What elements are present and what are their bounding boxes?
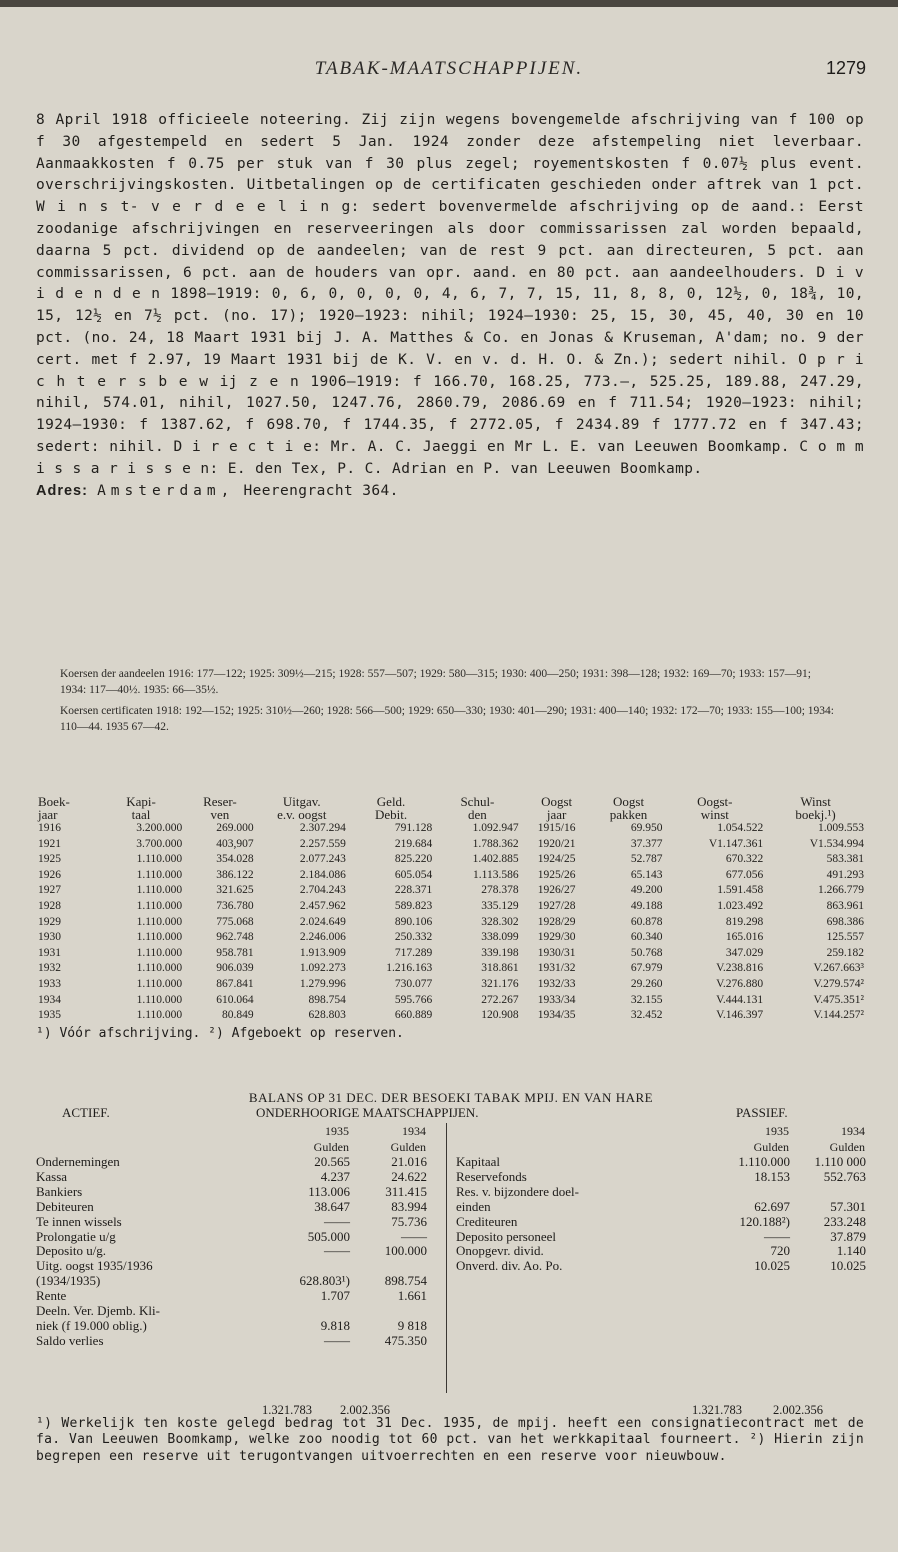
balance-value [273, 1259, 350, 1274]
table-row [36, 961, 866, 977]
column-header-line: taal [131, 807, 151, 822]
balance-value: 1.110 000 [814, 1154, 866, 1169]
table-cell: 2.246.006 [299, 931, 346, 944]
results-table-section [36, 795, 866, 1041]
table-cell: 65.143 [630, 868, 663, 881]
table-cell: 1.913.909 [299, 946, 346, 959]
table-cell: 1.402.885 [472, 853, 519, 866]
table-cell: V1.534.994 [809, 837, 864, 850]
table-cell: 2.024.649 [299, 915, 346, 928]
table-cell: 670.322 [725, 853, 764, 866]
table-cell: 1.266.779 [818, 884, 864, 897]
address-street: Heerengracht 364. [243, 482, 399, 499]
balance-item: Deposito u/g. [36, 1243, 107, 1259]
column-header-line: Boek- [38, 794, 70, 809]
column-header-line: Debit. [374, 807, 408, 822]
table-cell: 1932 [38, 962, 61, 975]
table-cell: 958.781 [216, 946, 254, 959]
table-cell: 328.302 [481, 915, 519, 928]
page-header [0, 58, 898, 84]
table-cell: 1.110.000 [136, 946, 183, 959]
table-cell: 2.457.962 [299, 899, 346, 912]
balance-item: Deposito personeel [456, 1228, 557, 1244]
table-row [36, 946, 866, 962]
table-cell: 60.340 [630, 931, 663, 944]
table-row [36, 899, 866, 915]
balance-row [36, 1244, 427, 1259]
table-cell: 3.200.000 [136, 822, 183, 834]
balance-item: Debiteuren [36, 1198, 94, 1214]
balance-subtitle-row [36, 1105, 866, 1121]
balance-value: 1.140 [836, 1243, 866, 1259]
balance-value: 18.153 [754, 1168, 790, 1184]
column-header-line: jaar [38, 807, 58, 822]
table-cell: 1.054.522 [717, 822, 764, 834]
table-cell: 2.307.294 [299, 822, 346, 834]
table-cell: 1.009.553 [818, 822, 864, 834]
column-header-line: jaar [546, 807, 567, 822]
results-table [36, 795, 866, 1024]
table-cell: 1932/33 [537, 977, 576, 990]
balance-value: 21.016 [391, 1154, 427, 1169]
balance-value: 233.248 [823, 1213, 866, 1229]
balance-row [456, 1244, 866, 1259]
table-cell: 589.823 [394, 899, 433, 912]
actief-total-b: 2.002.356 [340, 1403, 390, 1417]
table-cell: 1.110.000 [136, 993, 183, 1006]
table-cell: V.276.880 [716, 977, 764, 990]
passief-year-b: 1934 [841, 1124, 865, 1138]
table-cell: V.279.574² [813, 977, 864, 990]
passief-total-b: 2.002.356 [773, 1403, 823, 1417]
table-cell: 1.110.000 [136, 868, 183, 881]
table-cell: 775.068 [216, 915, 254, 928]
table-cell: 906.039 [216, 962, 254, 975]
balance-item: Kassa [36, 1168, 68, 1184]
table-cell: 1925/26 [537, 868, 576, 881]
balance-subtitle: ONDERHOORIGE MAATSCHAPPIJEN. [256, 1105, 479, 1120]
table-cell: 736.780 [216, 899, 254, 912]
balance-item: Uitg. oogst 1935/1936 [36, 1258, 153, 1274]
column-header-line: e.v. oogst [277, 807, 327, 822]
table-cell: 1.788.362 [472, 837, 519, 850]
column-header-line: winst [700, 807, 729, 822]
table-cell: 32.452 [630, 1009, 663, 1022]
table-cell: 1930/31 [537, 946, 576, 959]
table-row [36, 930, 866, 946]
table-cell: 1926/27 [537, 884, 576, 897]
balance-value: 20.565 [314, 1154, 350, 1169]
column-header-line: Schul- [460, 794, 495, 809]
balance-value: 75.736 [391, 1213, 427, 1229]
balance-value: —— [324, 1332, 350, 1348]
balance-value: 9 818 [397, 1317, 427, 1333]
table-cell: 825.220 [394, 853, 433, 866]
description-paragraph: 8 April 1918 officieele noteering. Zij zijn wegens bovengemelde afschrijving van f 100 op f 30 afgestempeld en sedert 5 Jan. 1924 zonder deze afstempeling niet leverbaar. Aanmaakkosten f 0.75 per stuk van f 30 plus zegel; royementskosten f 0.07½ plus event. overschrijvingskosten. Uitbetalingen op de certificaten geschieden onder aftrek van 1 pct. W i n s t- v e r d e e l i n g: sedert bovenvermelde afschrijving op de aand.: Eerst zoodanige afschrijvingen en reserveeringen als door commissarissen zal worden bepaald, daarna 5 pct. dividend op de aandeelen; van de rest 9 pct. aan directeuren, 5 pct. aan commissarissen, 6 pct. aan de houders van opr. aand. en 80 pct. aan aandeelhouders. D i v i d e n d e n 1898—1919: 0, 6, 0, 0, 0, 0, 4, 6, 7, 7, 15, 11, 8, 8, 0, 12½, 0, 18¾, 10, 15, 12½ en 7½ pct. (no. 17); 1920—1923: nihil; 1924—1930: 25, 15, 30, 45, 40, 30 en 10 pct. (no. 24, 18 Maart 1931 bij J. A. Matthes & Co. en Jonas & Kruseman, A'dam; no. 9 der cert. met f 2.97, 19 Maart 1931 bij de K. V. en v. d. H. O. & Zn.); sedert nihil. O p r i c h t e r s b e w ij z e n 1906—1919: f 166.70, 168.25, 773.—, 525.25, 189.88, 247.29, nihil, 574.01, nihil, 1027.50, 1247.76, 2860.79, 2086.69 en f 711.54; 1920—1923: nihil; 1924—1930: f 1387.62, f 698.70, f 1744.35, f 2772.05, f 2434.89 f 1777.72 en f 347.43; sedert: nihil. D i r e c t i e: Mr. A. C. Jaeggi en Mr L. E. van Leeuwen Boomkamp. C o m m i s s a r i s s e n: E. den Tex, P. C. Adrian en P. van Leeuwen Boomkamp. [36, 112, 864, 477]
table-cell: 1.110.000 [136, 915, 183, 928]
balance-value: —— [324, 1213, 350, 1229]
table-cell: 791.128 [394, 822, 433, 834]
table-cell: 269.000 [216, 822, 254, 834]
page-number: 1279 [825, 58, 866, 78]
column-header [593, 795, 665, 821]
table-cell: V.475.351² [813, 993, 864, 1006]
table-cell: 60.878 [630, 915, 663, 928]
passief-total-a: 1.321.783 [692, 1403, 742, 1417]
table-cell: 29.260 [630, 977, 663, 990]
table-row [36, 1008, 866, 1024]
table-row [36, 915, 866, 931]
running-title: TABAK-MAATSCHAPPIJEN. [314, 58, 584, 79]
table-cell: 1929 [38, 915, 61, 928]
balance-sheet [36, 1090, 866, 1423]
column-header [256, 795, 348, 821]
column-header [184, 795, 255, 821]
table-cell: V.146.397 [716, 1009, 764, 1022]
column-header [434, 795, 520, 821]
column-header [98, 795, 184, 821]
balance-row [36, 1200, 427, 1215]
table-cell: 1929/30 [537, 931, 576, 944]
balance-item: Onopgevr. divid. [456, 1243, 544, 1259]
table-cell: 595.766 [394, 993, 433, 1006]
column-header-line: Geld. [376, 794, 406, 809]
column-header-line: ven [210, 807, 230, 822]
table-cell: 628.803 [308, 1009, 346, 1022]
table-cell: 1.092.947 [472, 822, 519, 834]
balance-row [36, 1230, 427, 1245]
table-cell: 605.054 [394, 868, 433, 881]
balance-value: 24.622 [391, 1168, 427, 1184]
balance-value: 552.763 [823, 1168, 866, 1184]
balance-item: Te innen wissels [36, 1213, 122, 1229]
column-header-line: den [468, 807, 487, 822]
balance-value: 100.000 [384, 1243, 427, 1259]
balance-row [36, 1319, 427, 1334]
table-cell: 1924/25 [537, 853, 576, 866]
table-cell: 1935 [38, 1009, 61, 1022]
balance-item: Rente [36, 1288, 67, 1304]
balance-value: 83.994 [391, 1198, 427, 1214]
balance-row [456, 1200, 866, 1215]
passief-year-a: 1935 [764, 1124, 789, 1138]
balance-row [456, 1170, 866, 1185]
table-cell: 228.371 [394, 884, 433, 897]
actief-currency-b: Gulden [390, 1140, 426, 1154]
balance-item: (1934/1935) [36, 1273, 101, 1289]
table-row [36, 837, 866, 853]
table-cell: 278.378 [481, 884, 519, 897]
actief-label: ACTIEF. [62, 1105, 110, 1120]
table-cell: 1915/16 [537, 822, 576, 834]
company-description [36, 110, 864, 502]
balance-item: Crediteuren [456, 1213, 518, 1229]
balance-row [36, 1304, 427, 1319]
balance-row [36, 1170, 427, 1185]
table-cell: 1931 [38, 946, 61, 959]
table-cell: 491.293 [826, 868, 864, 881]
table-cell: 890.106 [394, 915, 433, 928]
table-cell: 1933/34 [537, 993, 576, 1006]
table-cell: 125.557 [826, 931, 864, 944]
table-cell: 583.381 [826, 853, 864, 866]
table-cell: 1926 [38, 868, 61, 881]
table-cell: 321.176 [481, 977, 519, 990]
balance-item: Deeln. Ver. Djemb. Kli- [36, 1303, 160, 1319]
table-cell: 677.056 [725, 868, 764, 881]
balance-row [36, 1155, 427, 1170]
table-cell: 2.704.243 [299, 884, 346, 897]
balance-footnotes: ¹) Werkelijk ten koste gelegd bedrag tot 31 Dec. 1935, de mpij. heeft een consignatiecontract met de fa. Van Leeuwen Boomkamp, welke zoo noodig tot 60 pct. van het werkkapitaal fourneert. ²) Hierin zijn begrepen een reserve uit terugontvangen uitvoerrechten en een reserve voor nieuwbouw. [36, 1416, 864, 1464]
balance-value: 628.803¹) [299, 1273, 350, 1289]
balance-row [36, 1334, 427, 1349]
table-cell: 52.787 [630, 853, 663, 866]
quotes-shares: Koersen der aandeelen 1916: 177—122; 1925: 309½—215; 1928: 557—507; 1929: 580—315; 1930: 400—250; 1931: 398—128; 1932: 169—70; 1933: 157—91; 1934: 117—40½. 1935: 66—35½. [60, 668, 811, 696]
table-cell: 660.889 [394, 1009, 433, 1022]
balance-value: 311.415 [385, 1183, 427, 1199]
table-cell: 698.386 [826, 915, 864, 928]
table-cell: 1934/35 [537, 1009, 576, 1022]
table-row [36, 883, 866, 899]
actief-side [36, 1123, 427, 1349]
address-label: Adres: [36, 482, 88, 499]
table-cell: 1933 [38, 977, 61, 990]
balance-item: einden [456, 1198, 491, 1214]
table-cell: 2.077.243 [299, 853, 346, 866]
table-cell: V.144.257² [813, 1009, 864, 1022]
balance-value [790, 1185, 866, 1200]
table-cell: 2.184.086 [299, 868, 346, 881]
table-cell: 819.298 [725, 915, 764, 928]
balance-value: 720 [770, 1243, 790, 1259]
table-cell: V.267.663³ [813, 962, 864, 975]
column-header-line: boekj.¹) [795, 807, 836, 822]
table-cell: 69.950 [630, 822, 663, 834]
table-cell: 863.961 [826, 899, 864, 912]
table-cell: 1921 [38, 837, 61, 850]
balance-value: 898.754 [384, 1273, 427, 1289]
table-cell: 1.110.000 [136, 1009, 183, 1022]
table-cell: V1.147.361 [708, 837, 764, 850]
balance-row [456, 1185, 866, 1200]
table-cell: 1.110.000 [136, 931, 183, 944]
table-cell: 386.122 [216, 868, 254, 881]
table-cell: 1920/21 [537, 837, 576, 850]
balance-value: 1.110.000 [738, 1154, 790, 1169]
balance-value: 62.697 [754, 1198, 790, 1214]
table-cell: 339.198 [481, 946, 519, 959]
table-row [36, 993, 866, 1009]
balance-value: 4.237 [320, 1168, 350, 1184]
column-header [36, 795, 98, 821]
balance-item: Ondernemingen [36, 1154, 120, 1169]
table-cell: 717.289 [394, 946, 433, 959]
table-cell: 1.591.458 [717, 884, 764, 897]
column-header [765, 795, 866, 821]
balance-item: Onverd. div. Ao. Po. [456, 1258, 563, 1274]
actief-year-b: 1934 [402, 1124, 426, 1138]
table-row [36, 868, 866, 884]
table-cell: 1934 [38, 993, 61, 1006]
table-cell: 1925 [38, 853, 61, 866]
balance-value [350, 1259, 427, 1274]
table-cell: 67.979 [630, 962, 663, 975]
passief-table [456, 1123, 866, 1274]
balance-value: 57.301 [830, 1198, 866, 1214]
table-cell: 1.110.000 [136, 853, 183, 866]
balance-item: Kapitaal [456, 1154, 501, 1169]
table-cell: 2.257.559 [299, 837, 346, 850]
table-cell: 1.092.273 [299, 962, 346, 975]
table-cell: 730.077 [394, 977, 433, 990]
balance-value: —— [763, 1228, 790, 1244]
actief-table [36, 1123, 427, 1349]
price-quotes [60, 667, 840, 741]
balance-value: 10.025 [830, 1258, 866, 1274]
table-cell: 1.216.163 [386, 962, 433, 975]
table-cell: 120.908 [481, 1009, 519, 1022]
table-cell: 318.861 [481, 962, 519, 975]
actief-currency-a: Gulden [313, 1140, 349, 1154]
balance-value: 9.818 [320, 1317, 350, 1333]
balance-row [456, 1259, 866, 1274]
table-row [36, 977, 866, 993]
actief-year-a: 1935 [325, 1124, 349, 1138]
quotes-certificates: Koersen certificaten 1918: 192—152; 1925: 310½—260; 1928: 566—500; 1929: 650—330; 1930: 401—290; 1931: 400—140; 1932: 172—70; 1933: 155—100; 1934: 110—44. 1935 67—42. [60, 705, 834, 733]
balance-value: 37.879 [830, 1228, 866, 1244]
address-city: Amsterdam, [97, 482, 235, 499]
column-header-line: pakken [609, 807, 648, 822]
table-cell: 32.155 [630, 993, 663, 1006]
balance-divider [446, 1123, 447, 1393]
balance-value: 120.188²) [739, 1213, 790, 1229]
balance-value: 505.000 [307, 1228, 350, 1244]
balance-value: —— [401, 1228, 427, 1244]
table-cell: 219.684 [394, 837, 433, 850]
balance-row [456, 1155, 866, 1170]
table-cell: 49.188 [630, 899, 663, 912]
balance-item: Reservefonds [456, 1168, 527, 1184]
balance-title: BALANS OP 31 DEC. DER BESOEKI TABAK MPIJ. EN VAN HARE [248, 1090, 654, 1105]
table-cell: 354.028 [216, 853, 254, 866]
table-cell: 1928 [38, 899, 61, 912]
table-cell: 80.849 [222, 1009, 254, 1022]
table-cell: 1.110.000 [136, 977, 183, 990]
balance-row [36, 1185, 427, 1200]
balance-value [350, 1304, 427, 1319]
table-cell: 1916 [38, 822, 61, 834]
balance-item: niek (f 19.000 oblig.) [36, 1317, 147, 1333]
table-row [36, 852, 866, 868]
passief-currency-b: Gulden [829, 1140, 865, 1154]
table-cell: 1.110.000 [136, 962, 183, 975]
table-cell: 1.279.996 [299, 977, 346, 990]
balance-value [273, 1304, 350, 1319]
table-row [36, 821, 866, 837]
column-header-line: Uitgav. [282, 794, 321, 809]
column-header-line: Winst [800, 794, 831, 809]
results-footnote: ¹) Vóór afschrijving. ²) Afgeboekt op reserven. [36, 1025, 404, 1041]
table-cell: 347.029 [725, 946, 764, 959]
table-cell: 37.377 [630, 837, 663, 850]
table-cell: 321.625 [216, 884, 254, 897]
balance-row [36, 1289, 427, 1304]
table-cell: 272.267 [481, 993, 519, 1006]
passief-side [456, 1123, 866, 1274]
table-cell: 165.016 [725, 931, 764, 944]
passief-label: PASSIEF. [736, 1105, 788, 1120]
table-cell: 3.700.000 [136, 837, 183, 850]
table-cell: 1928/29 [537, 915, 576, 928]
table-cell: 1.110.000 [136, 899, 183, 912]
table-cell: 49.200 [630, 884, 663, 897]
table-cell: 403,907 [216, 837, 254, 850]
column-header-line: Oogst- [697, 794, 733, 809]
balance-item: Saldo verlies [36, 1332, 104, 1348]
balance-row [456, 1230, 866, 1245]
balance-row [36, 1259, 427, 1274]
table-cell: 867.841 [216, 977, 254, 990]
column-header-line: Oogst [541, 794, 573, 809]
column-header [664, 795, 765, 821]
column-header-line: Kapi- [126, 794, 156, 809]
address-line [36, 481, 864, 503]
balance-value: 1.661 [397, 1288, 427, 1304]
balance-value: 113.006 [308, 1183, 350, 1199]
table-cell: V.444.131 [716, 993, 764, 1006]
table-cell: 1.113.586 [473, 868, 519, 881]
balance-row [456, 1215, 866, 1230]
table-cell: 1931/32 [537, 962, 576, 975]
column-header-line: Oogst [613, 794, 645, 809]
balance-value: 10.025 [754, 1258, 790, 1274]
table-cell: 50.768 [630, 946, 663, 959]
table-cell: 1930 [38, 931, 61, 944]
table-cell: 1.023.492 [717, 899, 764, 912]
scan-edge [0, 0, 898, 7]
table-cell: V.238.816 [716, 962, 764, 975]
table-cell: 898.754 [308, 993, 346, 1006]
passief-currency-a: Gulden [753, 1140, 789, 1154]
table-cell: 1.110.000 [136, 884, 183, 897]
column-header [348, 795, 434, 821]
balance-value: —— [324, 1243, 350, 1259]
table-cell: 610.064 [216, 993, 254, 1006]
balance-item: Res. v. bijzondere doel- [456, 1183, 579, 1199]
table-cell: 250.332 [394, 931, 433, 944]
column-header-line: Reser- [203, 794, 237, 809]
balance-grid [36, 1123, 866, 1423]
table-cell: 1927/28 [537, 899, 576, 912]
balance-row [36, 1274, 427, 1289]
table-cell: 338.099 [481, 931, 519, 944]
table-cell: 962.748 [216, 931, 254, 944]
balance-value: 475.350 [384, 1332, 427, 1348]
actief-total-a: 1.321.783 [262, 1403, 312, 1417]
balance-value: 1.707 [320, 1288, 350, 1304]
table-cell: 259.182 [826, 946, 864, 959]
balance-value: 38.647 [314, 1198, 350, 1214]
balance-item: Prolongatie u/g [36, 1228, 116, 1244]
column-header [521, 795, 593, 821]
table-cell: 1927 [38, 884, 61, 897]
balance-row [36, 1215, 427, 1230]
balance-item: Bankiers [36, 1183, 83, 1199]
balance-value [706, 1185, 790, 1200]
table-cell: 335.129 [481, 899, 519, 912]
